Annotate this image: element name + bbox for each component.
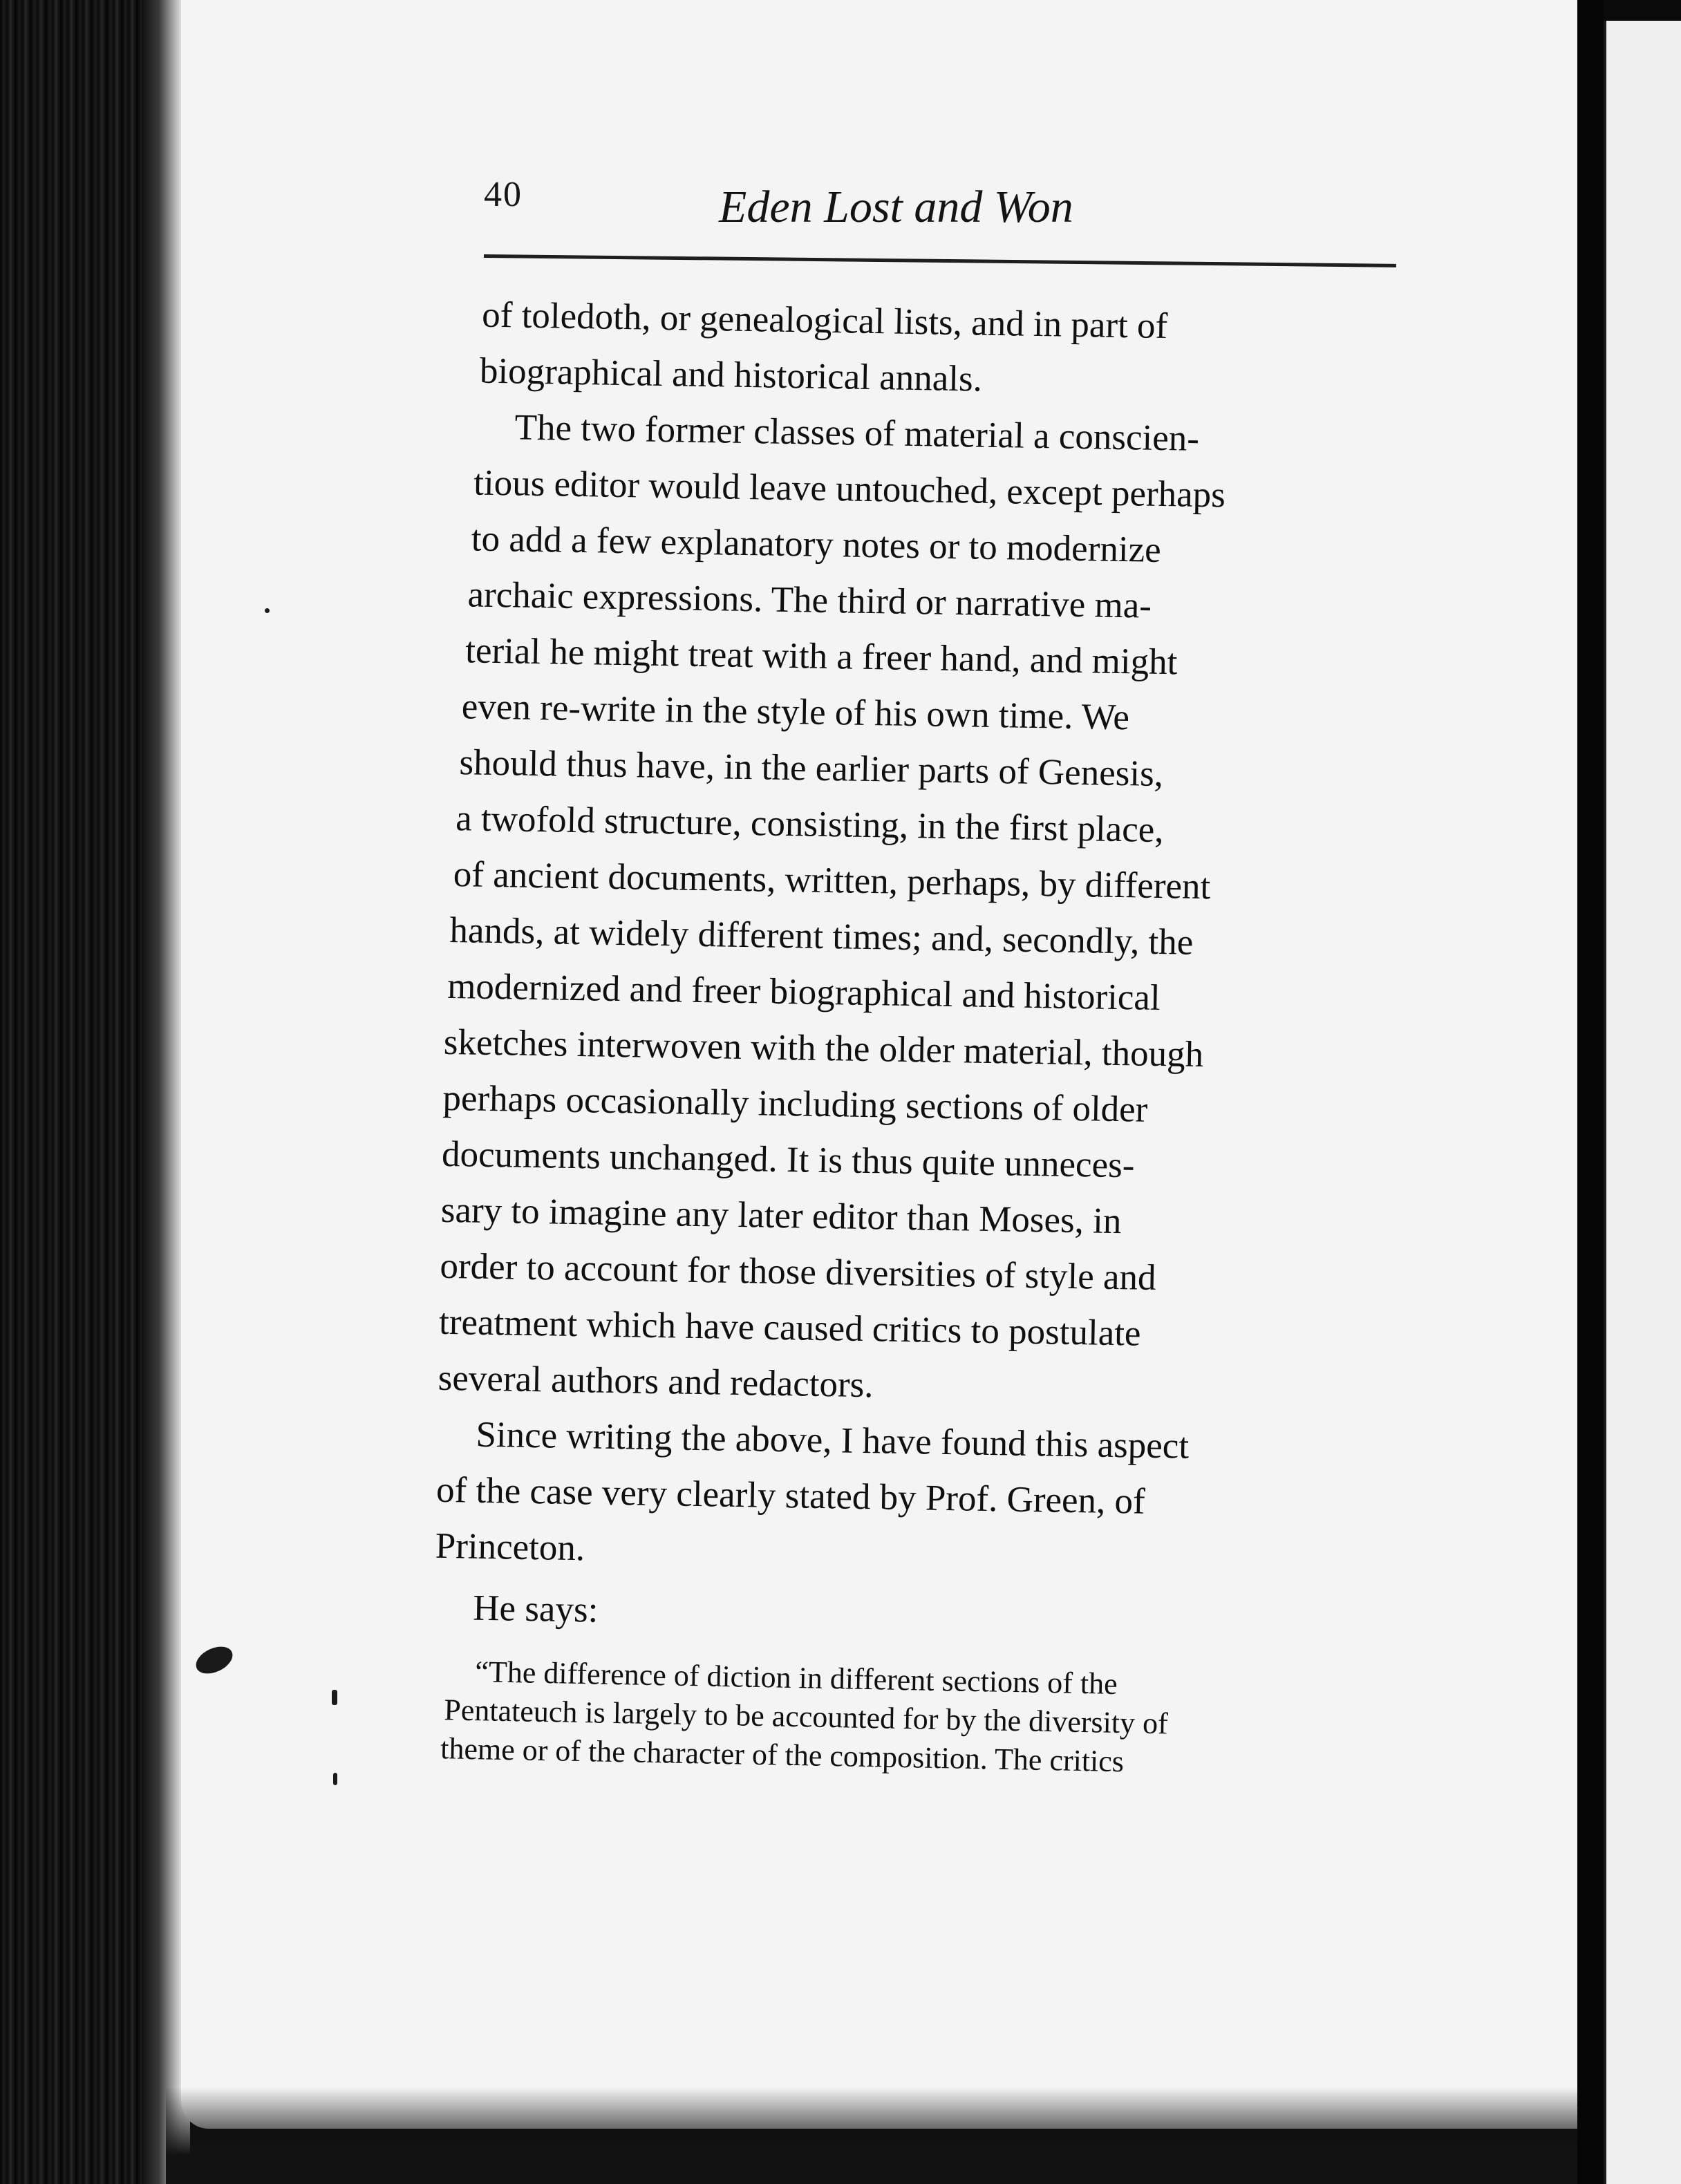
text-line: of ancient documents, written, perhaps, by different	[453, 854, 1211, 907]
text-line: Since writing the above, I have found this aspect	[475, 1414, 1190, 1467]
text-line: perhaps occasionally including sections of older	[442, 1077, 1148, 1130]
dust-speck	[332, 1690, 337, 1705]
text-line: hands, at widely different times; and, secondly, the	[449, 910, 1194, 963]
text-line: tious editor would leave untouched, except perhaps	[473, 462, 1226, 516]
text-line: archaic expressions. The third or narrative ma-	[467, 574, 1152, 626]
quote-line: “The difference of diction in different sections of the	[474, 1655, 1118, 1701]
quote-line: Pentateuch is largely to be accounted for by the diversity of	[443, 1693, 1169, 1741]
block-quote	[433, 1652, 1362, 1786]
text-line: a twofold structure, consisting, in the first place,	[455, 798, 1165, 851]
facing-page-top-shadow	[1604, 0, 1681, 21]
right-gutter	[1577, 0, 1604, 2184]
text-line: sary to imagine any later editor than Moses, in	[440, 1189, 1122, 1242]
text-line: even re-write in the style of his own time. We	[461, 686, 1130, 738]
text-line: Princeton.	[435, 1525, 585, 1569]
dust-speck	[265, 608, 270, 613]
text-line: The two former classes of material a conscien-	[514, 407, 1200, 459]
text-line: of toledoth, or genealogical lists, and in part of	[481, 294, 1168, 347]
text-line: order to account for those diversities of style and	[440, 1245, 1156, 1298]
text-line: several authors and redactors.	[438, 1357, 874, 1406]
body-text	[434, 287, 1382, 1651]
text-line: documents unchanged. It is thus quite unneces-	[441, 1133, 1135, 1186]
text-line: of the case very clearly stated by Prof. Green, of	[435, 1469, 1146, 1522]
text-line: sketches interwoven with the older material, though	[443, 1022, 1204, 1075]
bottom-shadow	[166, 2087, 1590, 2184]
running-head: Eden Lost and Won	[719, 182, 1073, 232]
facing-page-edge	[1604, 0, 1681, 2184]
text-line: He says:	[472, 1588, 599, 1630]
dust-speck	[333, 1773, 337, 1785]
quote-line: theme or of the character of the composition. The critics	[440, 1731, 1125, 1779]
text-line: terial he might treat with a freer hand, and might	[464, 630, 1178, 683]
text-line: treatment which have caused critics to postulate	[438, 1301, 1141, 1354]
text-line: modernized and freer biographical and historical	[447, 966, 1161, 1019]
page-number: 40	[484, 175, 523, 214]
text-line: to add a few explanatory notes or to modernize	[471, 518, 1162, 570]
text-line: should thus have, in the earlier parts of Genesis,	[459, 742, 1164, 795]
text-line: biographical and historical annals.	[479, 350, 983, 399]
